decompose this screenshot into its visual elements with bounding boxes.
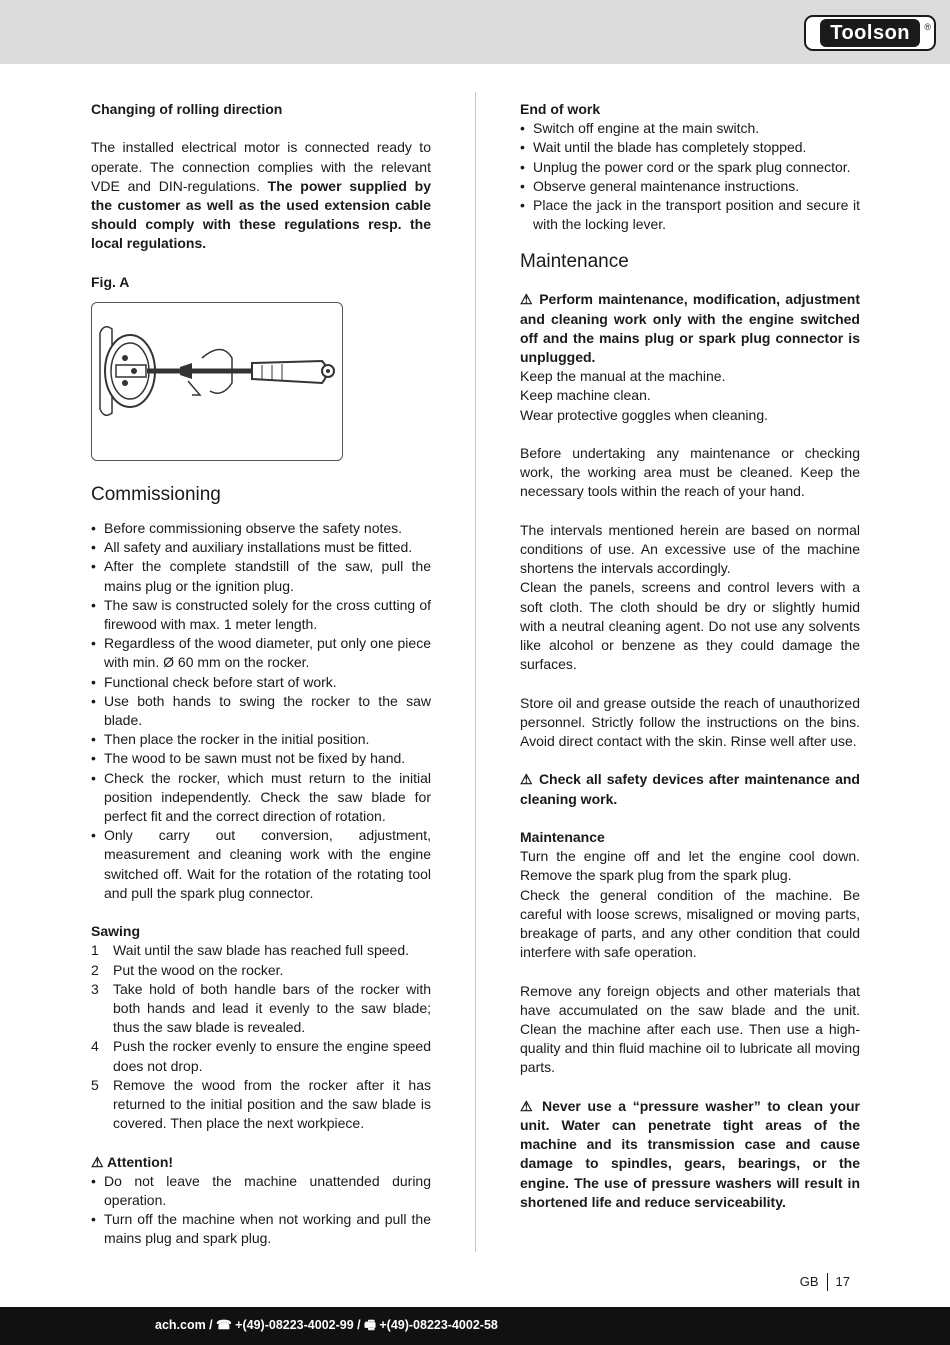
maintenance-heading: Maintenance bbox=[520, 251, 629, 273]
rolling-text-normal: The installed electrical motor is connected ready to operate. The connection complies with the relevant VDE and DIN-regulations. bbox=[91, 139, 431, 194]
brand-logo bbox=[804, 15, 936, 51]
paragraph: Clean the panels, screens and control levers with a soft cloth. The cloth should be dry or slightly humid with a neutral cleaning agent. Do not use any solvents like alcohol or benzene as they could damage the surfaces. bbox=[520, 579, 860, 673]
figure-label: Fig. A bbox=[91, 273, 130, 290]
attention-heading bbox=[91, 1153, 431, 1172]
list-item bbox=[91, 961, 431, 980]
paragraph: Store oil and grease outside the reach of unauthorized personnel. Strictly follow the instructions on the bins. Avoid direct contact with the skin. Rinse well after use. bbox=[520, 694, 860, 750]
list-item: • Then place the rocker in the initial position. bbox=[91, 730, 431, 749]
list-item bbox=[91, 1037, 431, 1075]
maintenance-line: Keep the manual at the machine. bbox=[520, 368, 726, 385]
list-item: • Regardless of the wood diameter, put only one piece with min. Ø 60 mm on the rocker. bbox=[91, 634, 431, 672]
rolling-direction-text bbox=[91, 138, 431, 253]
paragraph: Check the general condition of the machine. Be careful with loose screws, misaligned or moving parts, breakage of parts, and any other condition that could interfere with safe operation. bbox=[520, 886, 860, 961]
list-item: • Only carry out conversion, adjustment, measurement and cleaning work with the engine switched off. Wait for the rotation of the rotating tool and pull the spark plug connector. bbox=[91, 826, 431, 903]
step-number: 2 bbox=[91, 961, 99, 978]
attention-title: Attention! bbox=[106, 1153, 174, 1170]
column-divider bbox=[475, 92, 476, 1252]
list-item: • The wood to be sawn must not be fixed by hand. bbox=[91, 749, 431, 768]
sawing-steps bbox=[91, 941, 431, 1133]
list-item: • Unplug the power cord or the spark plug connector. bbox=[520, 158, 860, 177]
list-item: • Wait until the blade has completely stopped. bbox=[520, 138, 860, 157]
paragraph: Before undertaking any maintenance or checking work, the working area must be cleaned. Keep the necessary tools within the reach of your hand. bbox=[520, 445, 860, 500]
end-of-work-heading: End of work bbox=[520, 101, 601, 117]
warning-icon: ⚠ bbox=[520, 771, 534, 788]
step-number: 3 bbox=[91, 980, 99, 997]
contact-text: ach.com / ☎ +(49)-08223-4002-99 / 🖷 +(49)-08223-4002-58 bbox=[155, 1318, 498, 1332]
rolling-direction-heading: Changing of rolling direction bbox=[91, 101, 283, 117]
list-item: • All safety and auxiliary installations must be fitted. bbox=[91, 538, 431, 557]
list-item: • Observe general maintenance instructions. bbox=[520, 177, 860, 196]
maintenance-subheading: Maintenance bbox=[520, 829, 605, 846]
end-of-work-list bbox=[520, 119, 860, 234]
registered-mark: ® bbox=[924, 22, 931, 32]
safety-check-warning bbox=[520, 770, 860, 808]
list-item: • Before commissioning observe the safety notes. bbox=[91, 519, 431, 538]
paragraph: The intervals mentioned herein are based on normal conditions of use. An excessive use of the machine shortens the intervals accordingly. bbox=[520, 521, 860, 577]
language-code: GB bbox=[799, 1274, 819, 1289]
step-number: 1 bbox=[91, 942, 99, 959]
list-item: • After the complete standstill of the saw, pull the mains plug or the ignition plug. bbox=[91, 557, 431, 595]
list-item: • Check the rocker, which must return to the initial position independently. Check the saw blade for perfect fit and the correct direction of rotation. bbox=[91, 769, 431, 827]
list-item bbox=[91, 1076, 431, 1134]
list-item: • Switch off engine at the main switch. bbox=[520, 119, 860, 138]
pressure-washer-warning bbox=[520, 1097, 860, 1212]
maintenance-line: Keep machine clean. bbox=[520, 387, 651, 404]
warning-text: Check all safety devices after maintenance and cleaning work. bbox=[520, 771, 860, 807]
step-text: Push the rocker evenly to ensure the engine speed does not drop. bbox=[113, 1038, 431, 1074]
step-number: 4 bbox=[91, 1038, 99, 1055]
list-item: • Place the jack in the transport position and secure it with the locking lever. bbox=[520, 196, 860, 234]
paragraph: Turn the engine off and let the engine cool down. Remove the spark plug from the spark plug. bbox=[520, 848, 860, 884]
step-text: Put the wood on the rocker. bbox=[113, 961, 284, 978]
warning-icon: ⚠ bbox=[520, 291, 534, 308]
list-item: • Turn off the machine when not working and pull the mains plug and spark plug. bbox=[91, 1210, 431, 1248]
paragraph: Remove any foreign objects and other materials that have accumulated on the saw blade and the unit. Clean the machine after each use. Then use a high-quality and thin fluid machine oil to lubricate all moving parts. bbox=[520, 982, 860, 1076]
footer-separator bbox=[827, 1273, 828, 1291]
sawing-heading: Sawing bbox=[91, 923, 141, 940]
list-item: • Do not leave the machine unattended during operation. bbox=[91, 1172, 431, 1210]
step-number: 5 bbox=[91, 1076, 99, 1093]
page-footer bbox=[800, 1272, 850, 1291]
step-text: Wait until the saw blade has reached full speed. bbox=[113, 942, 409, 959]
step-text: Take hold of both handle bars of the rocker with both hands and lead it evenly to the saw blade; thus the saw blade is revealed. bbox=[113, 980, 431, 1036]
right-column bbox=[520, 100, 860, 1212]
maintenance-line: Wear protective goggles when cleaning. bbox=[520, 406, 769, 423]
list-item: • Use both hands to swing the rocker to the saw blade. bbox=[91, 692, 431, 730]
left-column bbox=[91, 100, 431, 1249]
page-number: 17 bbox=[835, 1274, 850, 1289]
commissioning-list bbox=[91, 519, 431, 903]
header-bar bbox=[0, 0, 950, 64]
figure-a bbox=[91, 302, 343, 461]
warning-text: Perform maintenance, modification, adjustment and cleaning work only with the engine switched off and the mains plug or spark plug connector is unplugged. bbox=[520, 291, 860, 366]
list-item: • The saw is constructed solely for the cross cutting of firewood with max. 1 meter length. bbox=[91, 596, 431, 634]
warning-icon: ⚠ bbox=[520, 1097, 536, 1114]
list-item bbox=[91, 941, 431, 960]
warning-text: Never use a “pressure washer” to clean your unit. Water can penetrate tight areas of the machine and its transmission case and cause damage to spindles, gears, bearings, or the engine. The use of pressure washers will result in shortened life and reduce serviceability. bbox=[520, 1097, 860, 1210]
attention-list bbox=[91, 1172, 431, 1249]
list-item bbox=[91, 980, 431, 1038]
rolling-text-bold: The power supplied by the customer as well as the used extension cable should comply with these regulations resp. the local regulations. bbox=[91, 177, 431, 252]
warning-icon: ⚠ bbox=[91, 1153, 104, 1170]
maintenance-warning bbox=[520, 290, 860, 367]
commissioning-heading: Commissioning bbox=[91, 484, 221, 505]
brand-name: Toolson bbox=[820, 19, 920, 47]
list-item: • Functional check before start of work. bbox=[91, 673, 431, 692]
plug-screwdriver-illustration bbox=[92, 303, 343, 461]
step-text: Remove the wood from the rocker after it has returned to the initial position and the saw blade is covered. Then place the next workpiece. bbox=[113, 1076, 431, 1132]
